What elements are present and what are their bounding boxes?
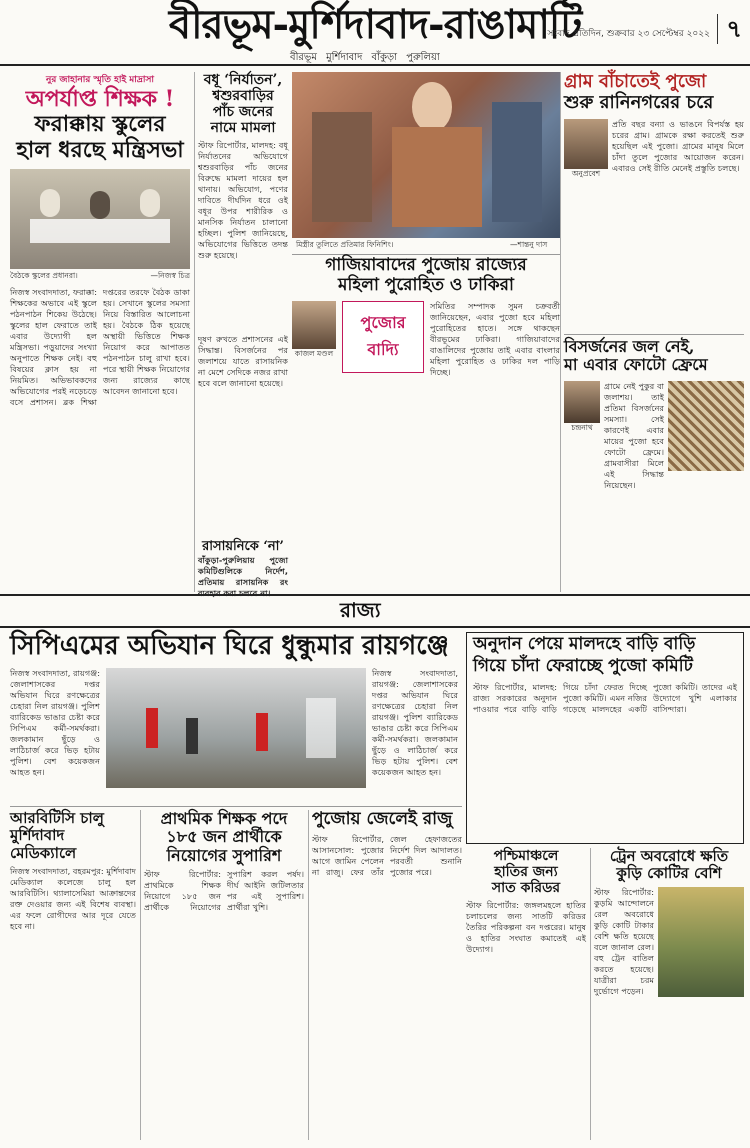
story-body: প্রতি বছর বন্যা ও ভাঙনে বিপর্যস্ত হয় চরের গ্রাম। গ্রামকে রক্ষা করতেই শুরু হয়েছিল এই পুজো। গ্রামের মানুষ মিলে চাঁদা তুলে পুজোর আয়োজন করেন। এবারও সেই রীতি মেনেই প্রস্তুতি চলছে। xyxy=(612,119,744,174)
headline: সিপিএমের অভিযান ঘিরে ধুন্ধুমার রায়গঞ্জে xyxy=(10,631,449,661)
newspaper-title: বীরভূম-মুর্শিদাবাদ-রাঙামাটি xyxy=(168,1,582,48)
headline-line: নিয়োগের সুপারিশ xyxy=(166,845,282,865)
story-kicker: নুর জাহানার স্মৃতি হাই মাদ্রাসা xyxy=(45,75,155,85)
headline-line: মেডিক্যালে xyxy=(10,843,77,862)
protest-photo xyxy=(106,668,366,788)
blockade-photo xyxy=(658,887,744,997)
pujor-baddi-logo xyxy=(342,301,424,373)
photo-credit: —নিজস্ব চিত্র xyxy=(150,270,190,280)
headline-line: অপর্যাপ্ত শিক্ষক ! xyxy=(25,86,175,112)
story-photo-frame xyxy=(564,338,744,592)
byline: কাজল মণ্ডল xyxy=(294,349,334,359)
story-body: স্টাফ রিপোর্টার: জঙ্গলমহলে হাতির চলাচলের জন্য সাতটি করিডর তৈরির পরিকল্পনা বন দপ্তরের। মানুষ ও হাতির সংঘাত কমাতেই এই উদ্যোগ। xyxy=(466,900,586,955)
headline-line: মা এবার ফোটো ফ্রেমে xyxy=(564,355,708,375)
dateline: সংবাদ প্রতিদিন, শুক্রবার ২৩ সেপ্টেম্বর ২০২২ xyxy=(547,29,710,39)
headline-line: হাল ধরছে মন্ত্রিসভা xyxy=(16,136,184,163)
story-dowry-case xyxy=(198,72,288,330)
story-body: স্টাফ রিপোর্টার, মালদহ: রাজ্য সরকারের অনুদান পাওয়ার পরে বাড়ি বাড়ি গিয়ে চাঁদা ফেরত দিচ্ছে পুজো কমিটি। এমন নজির গড়েছে মালদহের একটি পুজো কমিটি। তাদের এই উদ্যোগে খুশি এলাকার বাসিন্দারা। xyxy=(473,682,737,715)
photo-credit: —শান্তনু দাস xyxy=(510,240,548,249)
masthead-rule xyxy=(0,64,750,66)
reporter-photo xyxy=(564,119,608,169)
headline-line: হাতির জন্য xyxy=(494,864,558,881)
headline-line: শ্বশুরবাড়ির xyxy=(212,88,274,105)
pandal-photo xyxy=(668,381,744,471)
page-number: ৭ xyxy=(717,14,742,44)
story-elephant-corridor xyxy=(466,848,586,1140)
headline-line: আরবিটিসি চালু xyxy=(10,809,104,827)
story-body: গ্রামে নেই পুকুর বা জলাশয়। তাই প্রতিমা বিসর্জনের সমস্যা। সেই কারণেই এবার মায়ের পুজো হবে ফোটো ফ্রেমে। গ্রামবাসীরা মিলে এই সিদ্ধান্ত নিয়েছেন। xyxy=(604,380,664,490)
headline-line: গ্রাম বাঁচাতেই পুজো xyxy=(564,71,707,92)
story-raju-jail xyxy=(312,810,462,1140)
story-chemical-no xyxy=(198,539,288,598)
headline-line: সাত করিডর xyxy=(491,880,561,897)
headline-line: মহিলা পুরোহিত ও ঢাকিরা xyxy=(338,274,514,295)
logo-text: পুজোর xyxy=(360,313,406,333)
headline-line: ১৮৫ জন প্রার্থীকে xyxy=(166,827,282,847)
photo-caption: বৈঠকে স্কুলের প্রধানরা। xyxy=(10,270,78,280)
story-lead: নিজস্ব সংবাদদাতা, ফরাক্কা: শিক্ষকের অভাবে এই স্কুলে পঠনপাঠন শিকেয় উঠেছে। স্কুলের হাল ফেরাতে তাই এবার উদ্যোগী হল মন্ত্রিসভা। xyxy=(10,286,97,352)
headline-line: ট্রেন অবরোধে ক্ষতি xyxy=(609,847,729,865)
reporter-photo xyxy=(564,381,600,423)
story-raiganj-cpim xyxy=(10,632,462,802)
logo-text: বাদ্যি xyxy=(367,340,399,360)
byline: চন্দ্রনাথ xyxy=(571,422,593,432)
district-birbhum: বীরভূম xyxy=(290,52,317,63)
district-bankura: বাঁকুড়া xyxy=(371,52,398,63)
headline-line: অনুদান পেয়ে মালদহে বাড়ি বাড়ি xyxy=(473,634,696,654)
headline-line: গিয়ে চাঁদা ফেরাচ্ছে পুজো কমিটি xyxy=(473,655,693,676)
masthead xyxy=(0,0,750,62)
headline-line: বিসর্জনের জল নেই, xyxy=(564,337,695,356)
story-body: স্টাফ রিপোর্টার, আসানসোল: পুজোর আগে জামিন পেলেন না রাজু। ফের তাঁর জেল হেফাজতের নির্দেশ দিল আদালত। পরবর্তী শুনানি পুজোর পরে। xyxy=(312,833,462,877)
story-ranigar-puja xyxy=(564,72,744,330)
headline-line: কুড়ি কোটির বেশি xyxy=(616,864,722,883)
story-body: সমিতির সম্পাদক সুমন চক্রবর্তী জানিয়েছেন, এবার পুজো হবে মহিলা পুরোহিতের হাতে। সঙ্গে থাকছেন বীরভূমের ঢাকিরা। গাজিয়াবাদের বাঙালিদের পুজোয় তাই এবার বাংলার মহিলা পুরোহিত ও ঢাকির দল পাড়ি দিচ্ছে। xyxy=(430,301,560,378)
byline: অনুপ্রবেশ xyxy=(571,169,601,179)
story-teacher-recruitment xyxy=(144,810,304,1140)
story-body xyxy=(10,287,190,577)
headline-line: ফরাক্কায় স্কুলের xyxy=(34,111,166,138)
story-body: নিজস্ব সংবাদদাতা, রায়গঞ্জ: জেলাশাসকের দপ্তর অভিযান ঘিরে রণক্ষেত্রের চেহারা নিল রায়গঞ্জ। পুলিশ ব্যারিকেড ভাঙার চেষ্টা করে সিপিএম কর্মী-সমর্থকরা। জলকামান ছুঁড়ে ও লাঠিচার্জ করে ভিড় হটায় পুলিশ। বেশ কয়েকজন আহত হন। xyxy=(10,667,100,777)
headline-line: মুর্শিদাবাদ xyxy=(10,826,65,845)
story-body: নিজস্ব সংবাদদাতা, বহরমপুর: মুর্শিদাবাদ মেডিক্যাল কলেজে চালু হল আরবিটিসি। থ্যালাসেমিয়া আক্রান্তদের রক্ত দেওয়ার জন্য এই বিশেষ ব্যবস্থা। এর ফলে রোগীদের আর দূরে যেতে হবে না। xyxy=(10,865,136,931)
district-purulia: পুরুলিয়া xyxy=(406,52,440,63)
standfirst: বাঁকুড়া-পুরুলিয়ায় পুজো কমিটিগুলিকে নির্দেশ, প্রতিমায় রাসায়নিক রং ব্যবহার করা চলবে না। xyxy=(198,554,288,598)
meeting-photo xyxy=(10,169,190,269)
story-ghaziabad-puja xyxy=(292,256,560,592)
story-rbtc-medical xyxy=(10,810,136,1140)
idol-photo xyxy=(292,72,560,238)
headline-line: বধূ ‘নির্যাতন’, xyxy=(203,72,283,88)
headline: পুজোয় জেলেই রাজু xyxy=(312,809,453,829)
story-farakka-school xyxy=(10,72,190,592)
headline: রাসায়নিকে ‘না’ xyxy=(202,539,284,554)
story-body: স্টাফ রিপোর্টার: প্রাথমিকে শিক্ষক নিয়োগে ১৮৫ জন প্রার্থীকে নিয়োগের সুপারিশ করল পর্ষদ। দীর্ঘ আইনি জটিলতার পর এই সুপারিশ। প্রার্থীরা খুশি। xyxy=(144,869,304,913)
story-chemical-body: দূষণ রুখতে প্রশাসনের এই সিদ্ধান্ত। বিসর্জনের পর জলাশয়ে যাতে রাসায়নিক না মেশে সেদিকে নজর রাখা হবে বলে জানানো হয়েছে। xyxy=(198,334,288,388)
story-body: স্টাফ রিপোর্টার, মালদহ: বধূ নির্যাতনের অভিযোগে শ্বশুরবাড়ির পাঁচ জনের বিরুদ্ধে মামলা দায়ের হল থানায়। অভিযোগ, পণের দাবিতে দীর্ঘদিন ধরে ওই বধূর উপর শারীরিক ও মানসিক নির্যাতন চালানো হচ্ছিল। পুলিশ জানিয়েছে, অভিযোগের ভিত্তিতে তদন্ত শুরু হয়েছে। xyxy=(198,140,288,261)
headline-line: পাঁচ জনের xyxy=(212,104,274,121)
story-rail-blockade xyxy=(594,848,744,1140)
reporter-photo xyxy=(292,301,336,349)
story-malda-refund xyxy=(466,632,744,844)
headline-line: শুরু রানিনগরের চরে xyxy=(564,91,714,113)
district-murshidabad: মুর্শিদাবাদ xyxy=(326,52,363,63)
headline-line: গাজিয়াবাদের পুজোয় রাজ্যের xyxy=(325,255,527,275)
section-title: রাজ্য xyxy=(340,598,381,622)
headline-line: প্রাথমিক শিক্ষক পদে xyxy=(160,809,288,828)
headline-line: পশ্চিমাঞ্চলে xyxy=(493,848,559,864)
photo-caption: মিস্ত্রীর তুলিতে প্রতিমার ফিনিশিং। xyxy=(296,240,394,249)
headline-line: নামে মামলা xyxy=(210,120,276,137)
story-body-continued: নিজস্ব সংবাদদাতা, রায়গঞ্জ: জেলাশাসকের দপ্তর অভিযান ঘিরে রণক্ষেত্রের চেহারা নিল রায়গঞ্জ। পুলিশ ব্যারিকেড ভাঙার চেষ্টা করে সিপিএম কর্মী-সমর্থকরা। জলকামান ছুঁড়ে ও লাঠিচার্জ করে ভিড় হটায় পুলিশ। বেশ কয়েকজন আহত হন। xyxy=(372,667,458,777)
story-text: পড়ুয়াদের সংখ্যা অনুপাতে শিক্ষক নেই। বহু বিষয়ের ক্লাস হয় না নিয়মিত। অভিভাবকদের অভিযোগের পরই নড়েচড়ে বসে প্রশাসন। ব্লক শিক্ষা দপ্তরের তরফে বৈঠক ডাকা হয়। সেখানে স্কুলের সমস্যা নিয়ে বিস্তারিত আলোচনা হয়। বৈঠকে ঠিক হয়েছে অস্থায়ী ভিত্তিতে শিক্ষক নিয়োগ করে আপাতত পঠনপাঠন চালু রাখা হবে। পরে স্থায়ী শিক্ষক নিয়োগের জন্য রাজ্যের কাছে আবেদন জানানো হবে। xyxy=(10,286,190,407)
story-body: স্টাফ রিপোর্টার: কুড়মি আন্দোলনে রেল অবরোধে কুড়ি কোটি টাকার বেশি ক্ষতি হয়েছে বলে জানাল রেল। বহু ট্রেন বাতিল করতে হয়েছে। যাত্রীরা চরম দুর্ভোগে পড়েন। xyxy=(594,886,654,996)
